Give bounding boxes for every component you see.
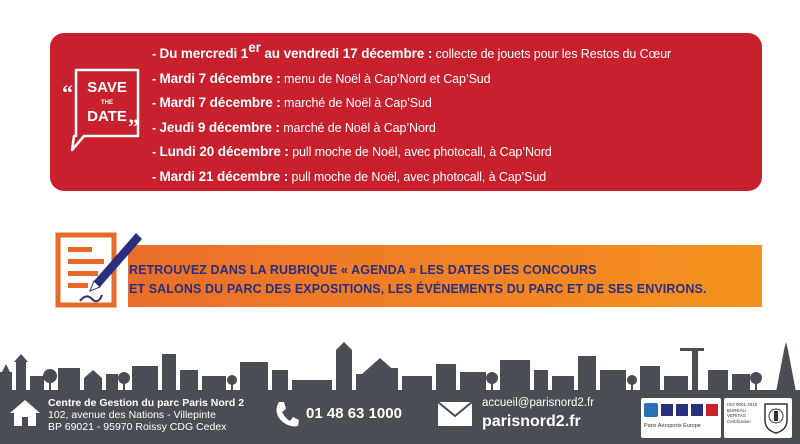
list-item: - Jeudi 9 décembre : marché de Noël à Cap’Nord <box>152 119 436 135</box>
svg-text:”: ” <box>128 114 139 139</box>
address-line2: BP 69021 - 95970 Roissy CDG Cedex <box>48 421 227 433</box>
website-link[interactable]: parisnord2.fr <box>482 413 581 430</box>
city-skyline <box>0 340 800 392</box>
save-badge-line2: THE <box>101 100 113 106</box>
org-name: Centre de Gestion du parc Paris Nord 2 <box>48 397 245 409</box>
bureau-veritas-seal-icon <box>763 402 789 434</box>
address-line1: 102, avenue des Nations - Villepinte <box>48 409 216 421</box>
agenda-message[interactable] <box>129 261 759 299</box>
svg-text:“: “ <box>62 80 73 105</box>
cert-label: ISO 9001:2015 BUREAU VERITAS Certification <box>727 402 758 424</box>
list-item: - Du mercredi 1er au vendredi 17 décembre : collecte de jouets pour les Restos du Cœur <box>152 40 672 61</box>
home-icon <box>8 398 42 428</box>
agenda-line1: RETROUVEZ DANS LA RUBRIQUE « AGENDA » LES DATES DES CONCOURS <box>129 263 597 277</box>
event-list <box>152 42 752 189</box>
transport-icons <box>661 403 719 417</box>
list-item: - Mardi 21 décembre : pull moche de Noël, avec photocall, à Cap’Sud <box>152 168 547 184</box>
certification-logo <box>724 398 792 438</box>
partner-mark-icon <box>644 403 658 417</box>
email-link[interactable]: accueil@parisnord2.fr <box>482 397 595 409</box>
speech-bubble-icon <box>62 64 144 156</box>
agenda-line2: ET SALONS DU PARC DES EXPOSITIONS, LES ÉVÉNEMENTS DU PARC ET DE SES ENVIRONS. <box>129 282 707 296</box>
partner-logo <box>641 398 721 438</box>
list-item: - Mardi 7 décembre : menu de Noël à Cap’Nord et Cap’Sud <box>152 70 491 86</box>
list-item: - Mardi 7 décembre : marché de Noël à Cap’Sud <box>152 95 432 110</box>
save-badge-line3: DATE <box>87 108 127 125</box>
phone-icon <box>273 400 299 428</box>
list-item: - Lundi 20 décembre : pull moche de Noël, avec photocall, à Cap’Nord <box>152 144 552 159</box>
partner-label: Paris Aeroports Europe <box>644 423 701 429</box>
envelope-icon <box>437 401 473 427</box>
save-badge-line1: SAVE <box>87 79 127 96</box>
address-block <box>48 397 248 433</box>
phone-number[interactable]: 01 48 63 1000 <box>306 405 402 422</box>
footer <box>0 391 800 444</box>
